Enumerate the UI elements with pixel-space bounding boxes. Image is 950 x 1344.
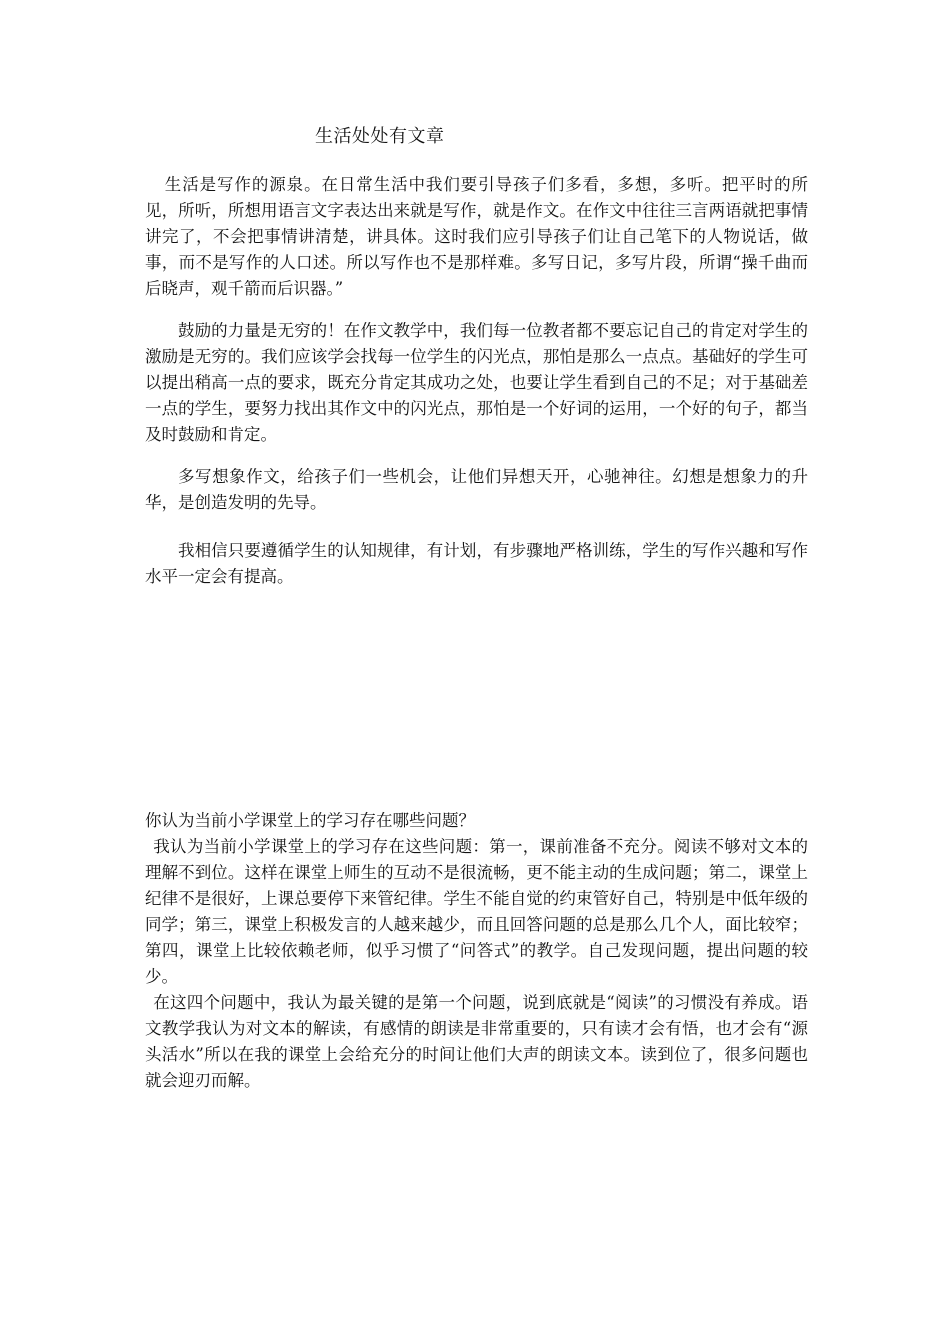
qa-answer-key-issue: 在这四个问题中，我认为最关键的是第一个问题，说到底就是“阅读”的习惯没有养成。语文教学我认为对文本的解读，有感情的朗读是非常重要的，只有读才会有悟，也才会有“源头活水”所以在我的课堂上会给充分的时间让他们大声的朗读文本。读到位了，很多问题也就会迎刃而解。 — [145, 993, 808, 1090]
qa-section — [145, 808, 808, 1094]
paragraph-power-of-encouragement: 鼓励的力量是无穷的！在作文教学中，我们每一位教者都不要忘记自己的肯定对学生的激励是无穷的。我们应该学会找每一位学生的闪光点，那怕是那么一点点。基础好的学生可以提出稍高一点的要求，既充分肯定其成功之处，也要让学生看到自己的不足；对于基础差一点的学生，要努力找出其作文中的闪光点，那怕是一个好词的运用，一个好的句子，都当及时鼓励和肯定。 — [145, 321, 808, 444]
document-title: 生活处处有文章 — [315, 126, 445, 147]
paragraph-source-of-writing: 生活是写作的源泉。在日常生活中我们要引导孩子们多看，多想，多听。把平时的所见，所听，所想用语言文字表达出来就是写作，就是作文。在作文中往往三言两语就把事情讲完了，不会把事情讲清楚，讲具体。这时我们应引导孩子们让自己笔下的人物说话，做事，而不是写作的人口述。所以写作也不是那样难。多写日记，多写片段，所谓“操千曲而后晓声，观千箭而后识器。” — [145, 175, 808, 298]
paragraph-imaginative-writing: 多写想象作文，给孩子们一些机会，让他们异想天开，心驰神往。幻想是想象力的升华，是创造发明的先导。 — [145, 467, 808, 512]
qa-question: 你认为当前小学课堂上的学习存在哪些问题？ — [145, 811, 475, 830]
qa-answer-problems: 我认为当前小学课堂上的学习存在这些问题：第一，课前准备不充分。阅读不够对文本的理解不到位。这样在课堂上师生的互动不是很流畅，更不能主动的生成问题；第二，课堂上纪律不是很好，上课总要停下来管纪律。学生不能自觉的约束管好自己，特别是中低年级的同学；第三，课堂上积极发言的人越来越少，而且回答问题的总是那么几个人，面比较窄；第四，课堂上比较依赖老师，似乎习惯了“问答式”的教学。自己发现问题，提出问题的较少。 — [145, 837, 808, 986]
paragraph-conclusion: 我相信只要遵循学生的认知规律，有计划，有步骤地严格训练，学生的写作兴趣和写作水平一定会有提高。 — [145, 541, 808, 586]
